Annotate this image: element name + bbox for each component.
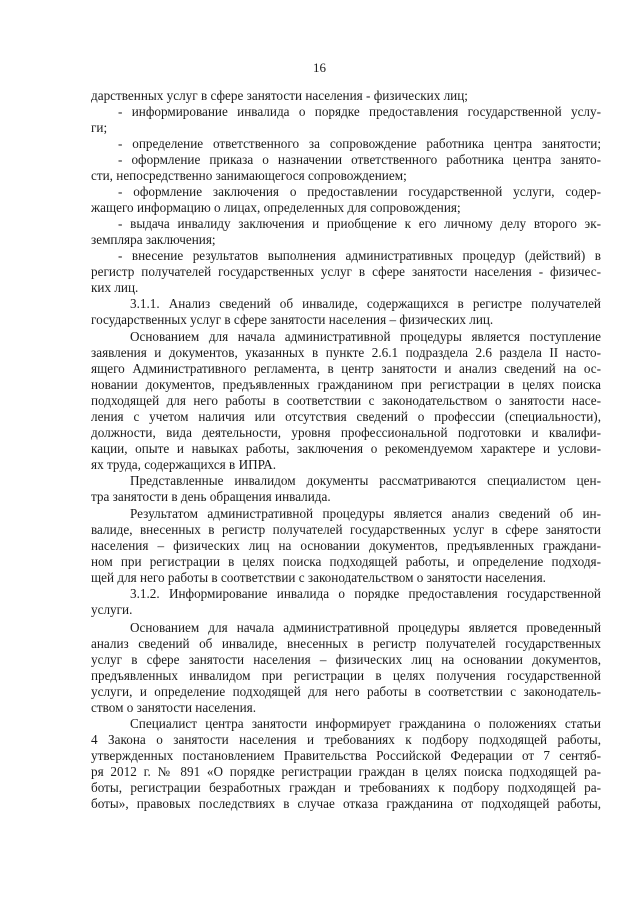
text-line: 3.1.2. Информирование инвалида о порядке предоставления государственной (130, 586, 601, 601)
text-line: ких лиц. (91, 280, 139, 295)
text-line: ях труда, содержащихся в ИПРА. (91, 457, 277, 472)
text-line: ном при регистрации в целях поиска подходящей работы, и определение подходя- (91, 554, 601, 569)
text-line: жащего информацию о лицах, определенных для сопровождения; (91, 200, 461, 215)
text-line: ством о занятости населения. (91, 700, 256, 715)
page-number: 16 (313, 60, 326, 75)
text-line: - оформление приказа о назначении ответственного работника центра занято- (118, 152, 601, 167)
text-line: ря 2012 г. № 891 «О порядке регистрации граждан в целях поиска подходящей ра- (91, 764, 601, 779)
text-line: заявления и документов, указанных в пункте 2.6.1 подраздела 2.6 раздела II насто- (91, 345, 601, 360)
text-line: государственных услуг в сфере занятости населения – физических лиц. (91, 312, 494, 327)
text-line: кации, опыте и навыках работы, заключения о рекомендуемом характере и услови- (91, 441, 601, 456)
text-line: тра занятости в день обращения инвалида. (91, 489, 331, 504)
text-line: должности, вида деятельности, уровня профессиональной подготовки и квалифи- (91, 425, 601, 440)
text-line: ления с учетом наличия или отсутствия сведений о профессии (специальности), (91, 409, 601, 424)
text-line: 3.1.1. Анализ сведений об инвалиде, содержащихся в регистре получателей (130, 296, 601, 311)
text-line: - информирование инвалида о порядке предоставления государственной услу- (118, 104, 601, 119)
text-line: Основанием для начала административной процедуры является поступление (130, 329, 601, 344)
text-line: услуги, и определение подходящей для него работы в соответствии с законодатель- (91, 684, 601, 699)
text-line: услуг в сфере занятости населения – физических лиц на основании документов, (91, 652, 601, 667)
text-line: щей для него работы в соответствии с законодательством о занятости населения. (91, 570, 546, 585)
text-line: новании документов, предъявленных гражданином при регистрации в целях поиска (91, 377, 601, 392)
text-line: боты, регистрации безработных граждан и требованиях к подбору подходящей ра- (91, 780, 601, 795)
text-line: - выдача инвалиду заключения и приобщение к его личному делу второго эк- (118, 216, 601, 231)
text-line: предъявленных инвалидом при регистрации в целях получения государственной (91, 668, 601, 683)
text-line: ящего Административного регламента, в центр занятости и анализ сведений на ос- (91, 361, 601, 376)
text-line: анализ сведений об инвалиде, внесенных в регистр получателей государственных (91, 636, 601, 651)
text-line: земпляра заключения; (91, 232, 216, 247)
text-line: Результатом административной процедуры является анализ сведений об ин- (130, 506, 601, 521)
text-line: - внесение результатов выполнения административных процедур (действий) в (118, 248, 601, 263)
text-line: 4 Закона о занятости населения и требованиях к подбору подходящей работы, (91, 732, 601, 747)
text-line: подходящей для него работы в соответствии с законодательством о занятости насе- (91, 393, 601, 408)
text-line: валиде, внесенных в регистр получателей государственных услуг в сфере занятости (91, 522, 601, 537)
text-line: боты», правовых последствиях в случае отказа гражданина от подходящей работы, (91, 796, 601, 811)
text-line: регистр получателей государственных услуг в сфере занятости населения - физичес- (91, 264, 601, 279)
text-line: утвержденных постановлением Правительства Российской Федерации от 7 сентяб- (91, 748, 601, 763)
text-line: Специалист центра занятости информирует гражданина о положениях статьи (130, 716, 601, 731)
text-line: дарственных услуг в сфере занятости населения - физических лиц; (91, 88, 468, 103)
text-line: - определение ответственного за сопровождение работника центра занятости; (118, 136, 601, 151)
text-line: - оформление заключения о предоставлении государственной услуги, содер- (118, 184, 601, 199)
text-line: населения – физических лиц на основании документов, предъявленных граждани- (91, 538, 601, 553)
text-line: ги; (91, 120, 108, 135)
text-line: Представленные инвалидом документы рассматриваются специалистом цен- (130, 473, 601, 488)
text-line: Основанием для начала административной процедуры является проведенный (130, 620, 601, 635)
text-line: услуги. (91, 602, 133, 617)
text-line: сти, непосредственно занимающегося сопровождением; (91, 168, 407, 183)
